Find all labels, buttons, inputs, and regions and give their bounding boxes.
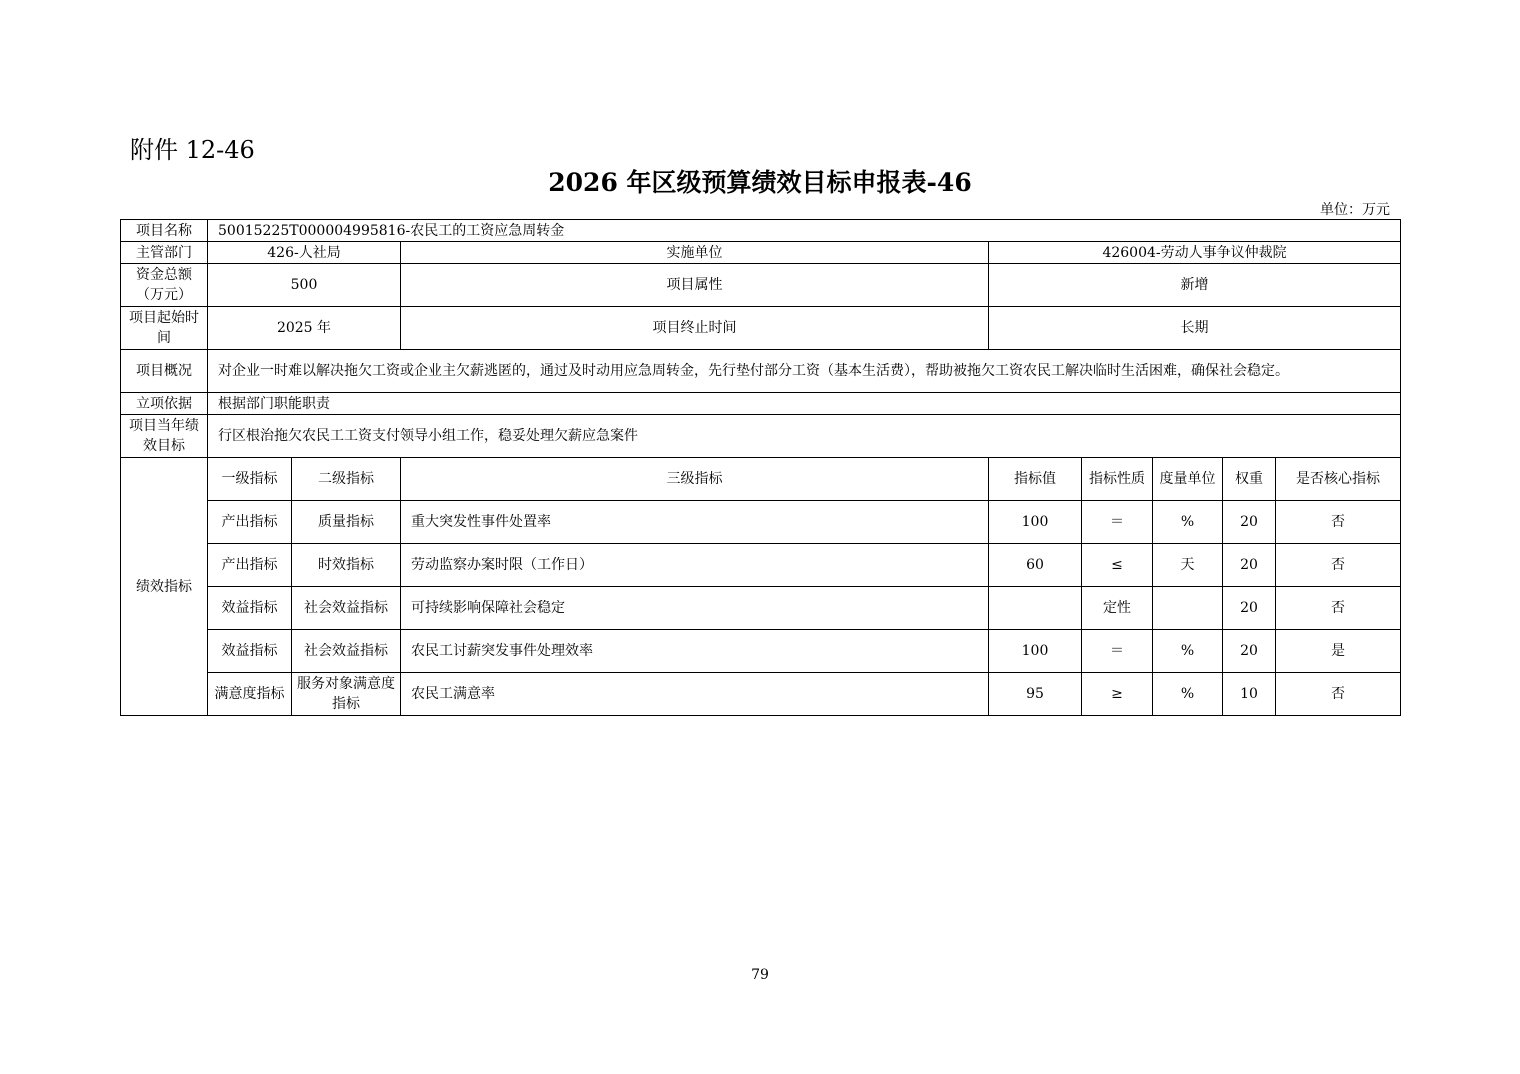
table-row [121, 415, 1401, 458]
nature-cell: ＝ [1082, 501, 1153, 544]
level3-cell: 可持续影响保障社会稳定 [401, 587, 989, 630]
core-cell: 是 [1276, 630, 1401, 673]
goal-value: 行区根治拖欠农民工工资支付领导小组工作，稳妥处理欠薪应急案件 [208, 415, 1401, 458]
value-cell: 100 [989, 630, 1082, 673]
nature-cell: ≥ [1082, 673, 1153, 716]
indicators-section-label: 绩效指标 [121, 458, 208, 716]
table-row [121, 587, 1401, 630]
nature-cell: ≤ [1082, 544, 1153, 587]
unit-cell: % [1153, 673, 1223, 716]
overview-label: 项目概况 [121, 350, 208, 393]
core-cell: 否 [1276, 544, 1401, 587]
core-cell: 否 [1276, 501, 1401, 544]
level2-cell: 质量指标 [292, 501, 401, 544]
table-row [121, 220, 1401, 242]
attr-value: 新增 [989, 264, 1401, 307]
end-value: 长期 [989, 307, 1401, 350]
table-row [121, 630, 1401, 673]
weight-cell: 10 [1223, 673, 1276, 716]
unit-cell: % [1153, 630, 1223, 673]
value-cell: 95 [989, 673, 1082, 716]
header-value: 指标值 [989, 458, 1082, 501]
fund-value: 500 [208, 264, 401, 307]
level3-cell: 劳动监察办案时限（工作日） [401, 544, 989, 587]
header-nature: 指标性质 [1082, 458, 1153, 501]
level3-cell: 农民工满意率 [401, 673, 989, 716]
weight-cell: 20 [1223, 544, 1276, 587]
fund-label: 资金总额（万元） [121, 264, 208, 307]
attr-label: 项目属性 [401, 264, 989, 307]
level1-cell: 产出指标 [208, 544, 292, 587]
header-level1: 一级指标 [208, 458, 292, 501]
level1-cell: 产出指标 [208, 501, 292, 544]
value-cell [989, 587, 1082, 630]
overview-value: 对企业一时难以解决拖欠工资或企业主欠薪逃匿的，通过及时动用应急周转金，先行垫付部分工资（基本生活费），帮助被拖欠工资农民工解决临时生活困难，确保社会稳定。 [208, 350, 1401, 393]
nature-cell: 定性 [1082, 587, 1153, 630]
header-level3: 三级指标 [401, 458, 989, 501]
page-number: 79 [751, 967, 769, 983]
level2-cell: 社会效益指标 [292, 630, 401, 673]
nature-cell: ＝ [1082, 630, 1153, 673]
header-level2: 二级指标 [292, 458, 401, 501]
indicator-header-row [121, 458, 1401, 501]
table-row [121, 264, 1401, 307]
start-value: 2025 年 [208, 307, 401, 350]
level2-cell: 社会效益指标 [292, 587, 401, 630]
impl-unit-label: 实施单位 [401, 242, 989, 264]
value-cell: 60 [989, 544, 1082, 587]
goal-label: 项目当年绩效目标 [121, 415, 208, 458]
level3-cell: 农民工讨薪突发事件处理效率 [401, 630, 989, 673]
weight-cell: 20 [1223, 501, 1276, 544]
core-cell: 否 [1276, 587, 1401, 630]
weight-cell: 20 [1223, 630, 1276, 673]
unit-cell: 天 [1153, 544, 1223, 587]
start-label: 项目起始时间 [121, 307, 208, 350]
core-cell: 否 [1276, 673, 1401, 716]
level1-cell: 效益指标 [208, 587, 292, 630]
level2-cell: 服务对象满意度指标 [292, 673, 401, 716]
table-row [121, 544, 1401, 587]
header-weight: 权重 [1223, 458, 1276, 501]
table-row [121, 307, 1401, 350]
table-row [121, 350, 1401, 393]
attachment-label: 附件 12-46 [130, 136, 255, 164]
header-core: 是否核心指标 [1276, 458, 1401, 501]
basis-label: 立项依据 [121, 393, 208, 415]
performance-target-table [120, 219, 1401, 716]
table-row [121, 501, 1401, 544]
level1-cell: 满意度指标 [208, 673, 292, 716]
project-name-value: 50015225T000004995816-农民工的工资应急周转金 [208, 220, 1401, 242]
basis-value: 根据部门职能职责 [208, 393, 1401, 415]
impl-unit-value: 426004-劳动人事争议仲裁院 [989, 242, 1401, 264]
end-label: 项目终止时间 [401, 307, 989, 350]
dept-value: 426-人社局 [208, 242, 401, 264]
unit-cell: % [1153, 501, 1223, 544]
level1-cell: 效益指标 [208, 630, 292, 673]
unit-label: 单位：万元 [1320, 202, 1390, 218]
weight-cell: 20 [1223, 587, 1276, 630]
unit-cell [1153, 587, 1223, 630]
table-row [121, 673, 1401, 716]
table-row [121, 242, 1401, 264]
value-cell: 100 [989, 501, 1082, 544]
project-name-label: 项目名称 [121, 220, 208, 242]
page-title: 2026 年区级预算绩效目标申报表-46 [548, 168, 972, 197]
level2-cell: 时效指标 [292, 544, 401, 587]
header-unit: 度量单位 [1153, 458, 1223, 501]
level3-cell: 重大突发性事件处置率 [401, 501, 989, 544]
dept-label: 主管部门 [121, 242, 208, 264]
table-row [121, 393, 1401, 415]
